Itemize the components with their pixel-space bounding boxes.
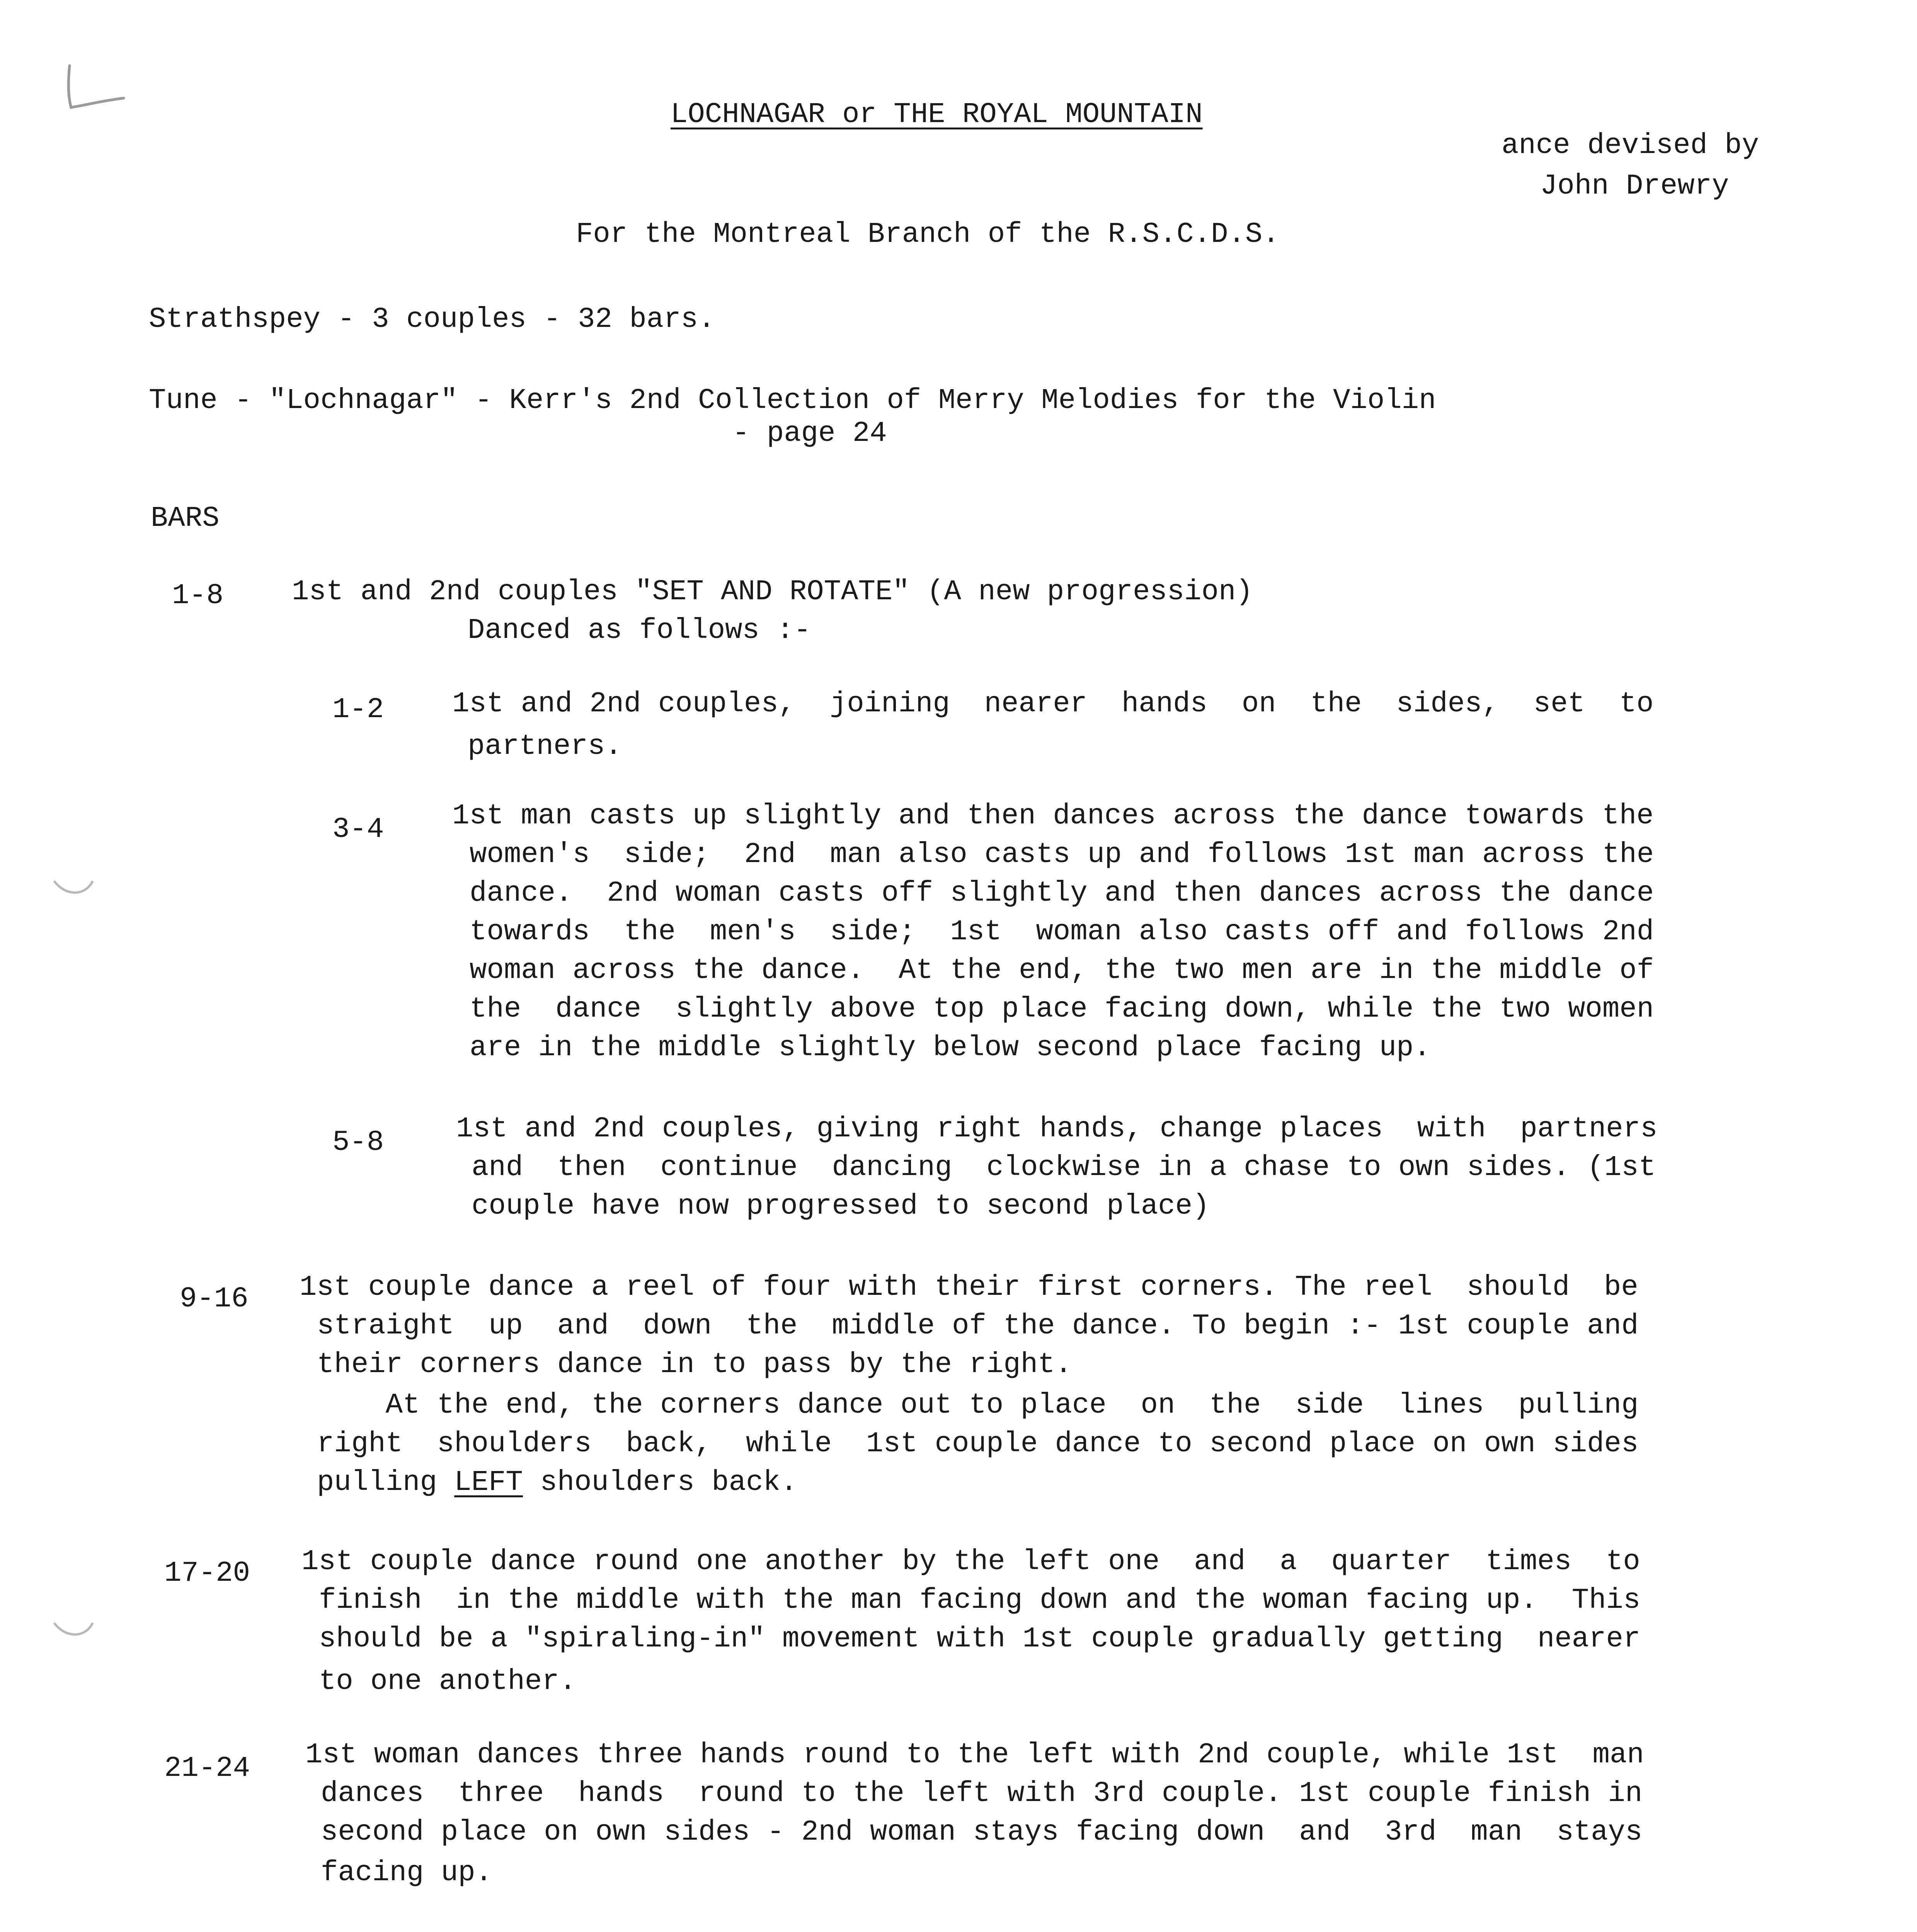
instruction-line: 1st and 2nd couples "SET AND ROTATE" (A new progression) (292, 576, 1253, 608)
bars-label: 9-16 (180, 1283, 249, 1315)
text-segment: shoulders back. (523, 1466, 798, 1499)
bars-label: 21-24 (164, 1752, 250, 1785)
instruction-line: the dance slightly above top place facing down, while the two women (470, 993, 1654, 1026)
instruction-line: second place on own sides - 2nd woman stays facing down and 3rd man stays (321, 1816, 1643, 1849)
instruction-line (317, 1463, 797, 1503)
emphasis-left: LEFT (454, 1466, 523, 1499)
attribution-line-1: ance devised by (1502, 129, 1759, 162)
instruction-line: right shoulders back, while 1st couple dance to second place on own sides (317, 1428, 1639, 1460)
instruction-line: 1st and 2nd couples, giving right hands, change places with partners (456, 1113, 1658, 1145)
instruction-line: couple have now progressed to second place) (472, 1190, 1210, 1223)
instruction-line: 1st woman dances three hands round to the left with 2nd couple, while 1st man (305, 1739, 1644, 1771)
instruction-line: women's side; 2nd man also casts up and follows 1st man across the (470, 838, 1654, 871)
instruction-line: partners. (468, 730, 622, 763)
bars-label: 17-20 (164, 1557, 250, 1590)
punch-hole-shadow-top (50, 873, 97, 900)
attribution-line-2: John Drewry (1540, 170, 1729, 202)
instruction-line: straight up and down the middle of the dance. To begin :- 1st couple and (317, 1310, 1639, 1342)
tune-line-1: Tune - "Lochnagar" - Kerr's 2nd Collection of Merry Melodies for the Violin (149, 384, 1436, 417)
instruction-line: finish in the middle with the man facing down and the woman facing up. This (319, 1584, 1641, 1617)
instruction-line: and then continue dancing clockwise in a chase to own sides. (1st (472, 1151, 1656, 1184)
instruction-line: At the end, the corners dance out to place on the side lines pulling (317, 1389, 1639, 1422)
instruction-line: should be a "spiraling-in" movement with 1st couple gradually getting nearer (319, 1623, 1641, 1655)
bars-label: 3-4 (332, 813, 384, 846)
instruction-line: their corners dance in to pass by the right. (317, 1349, 1072, 1381)
dance-type-line: Strathspey - 3 couples - 32 bars. (149, 303, 715, 336)
instruction-line: 1st man casts up slightly and then dances across the dance towards the (452, 800, 1654, 832)
instruction-line: dance. 2nd woman casts off slightly and then dances across the dance (470, 877, 1654, 910)
instruction-line: dances three hands round to the left with 3rd couple. 1st couple finish in (321, 1777, 1643, 1810)
instruction-line: to one another. (319, 1665, 577, 1698)
bars-label: 1-8 (172, 580, 224, 612)
instruction-line: facing up. (321, 1857, 493, 1889)
instruction-line: 1st and 2nd couples, joining nearer hands on the sides, set to (452, 688, 1654, 720)
bars-heading: BARS (151, 502, 220, 535)
text-segment: pulling (317, 1466, 455, 1499)
handwritten-l-mark (54, 58, 131, 116)
tune-line-2: - page 24 (732, 417, 887, 450)
instruction-line: Danced as follows :- (468, 614, 811, 647)
instruction-line: are in the middle slightly below second place facing up. (470, 1032, 1431, 1064)
instruction-line: 1st couple dance a reel of four with their first corners. The reel should be (300, 1271, 1638, 1304)
instruction-line: towards the men's side; 1st woman also casts off and follows 2nd (470, 916, 1654, 948)
bars-label: 5-8 (332, 1126, 384, 1159)
bars-label: 1-2 (332, 694, 384, 726)
dance-subtitle: For the Montreal Branch of the R.S.C.D.S. (576, 218, 1280, 251)
punch-hole-shadow-bottom (50, 1615, 97, 1642)
dance-title: LOCHNAGAR or THE ROYAL MOUNTAIN (671, 99, 1203, 131)
instruction-line: woman across the dance. At the end, the two men are in the middle of (470, 954, 1654, 987)
instruction-line: 1st couple dance round one another by the left one and a quarter times to (301, 1546, 1640, 1578)
